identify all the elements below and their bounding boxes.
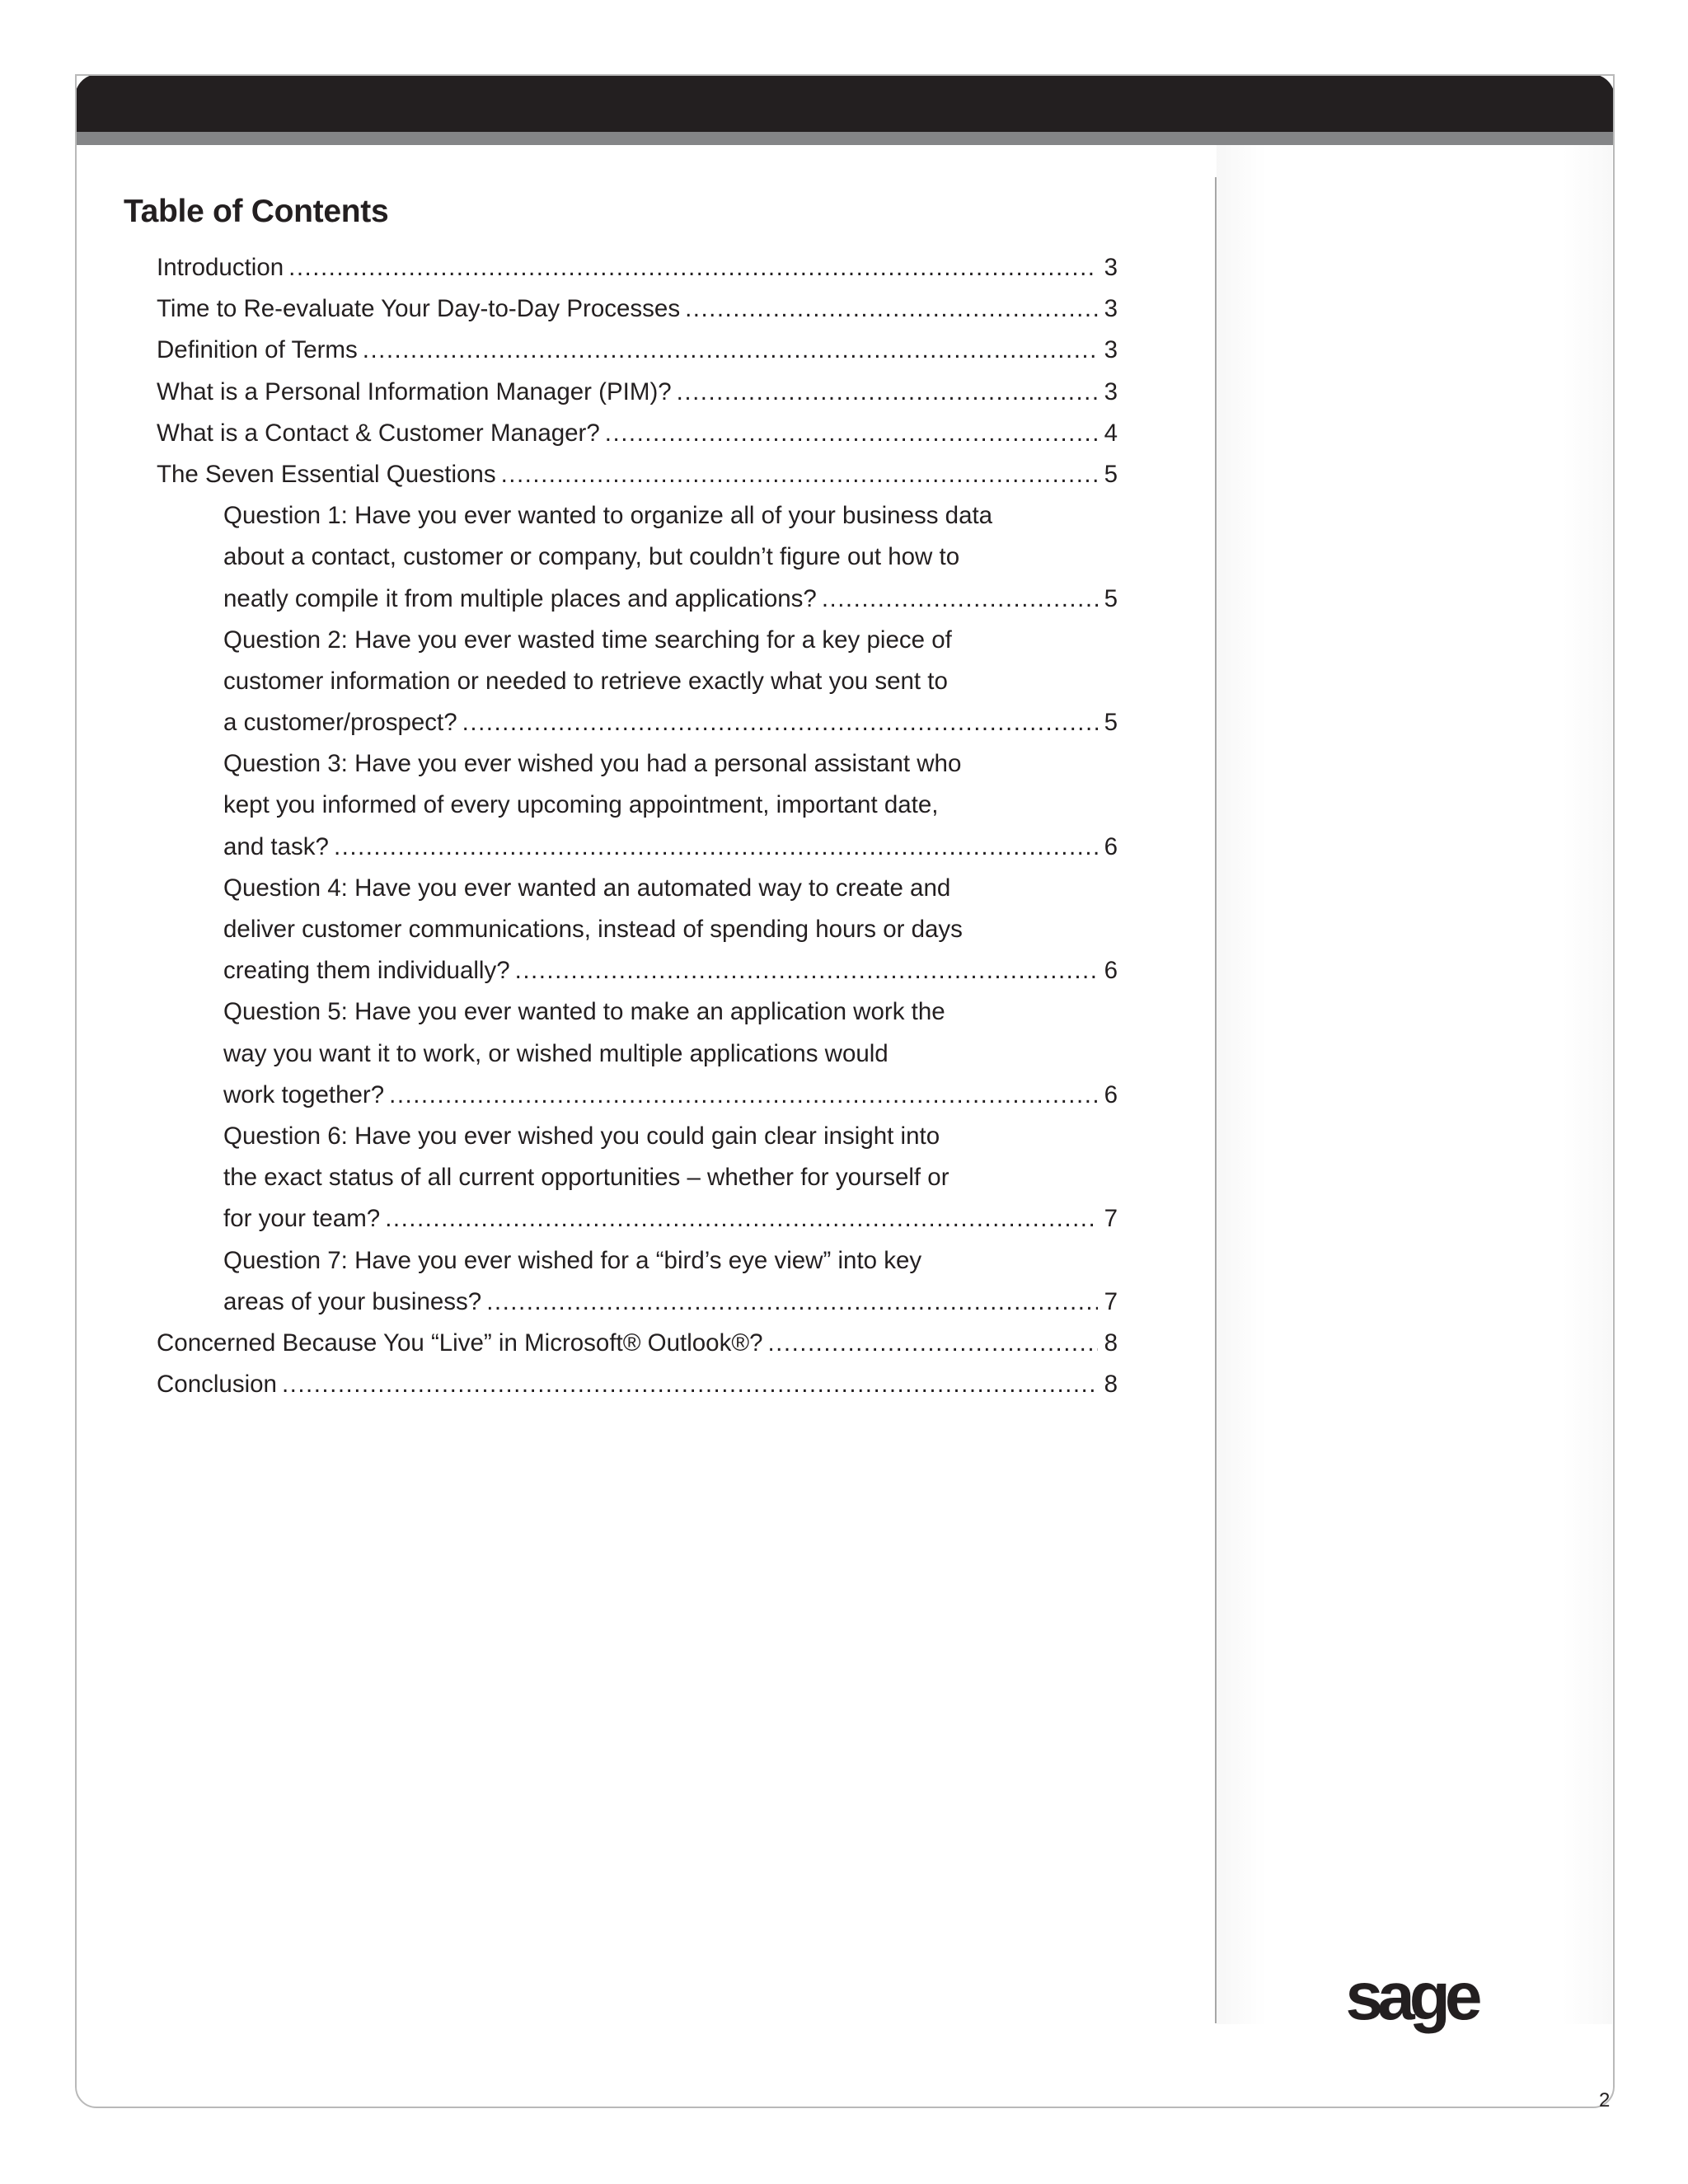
toc-entry-title: Question 5: Have you ever wanted to make an application work the <box>223 998 945 1026</box>
toc-page-number: 8 <box>1104 1329 1118 1357</box>
toc-entry[interactable] <box>157 1198 1118 1240</box>
toc-entry-continuation <box>157 620 1118 661</box>
toc-entry-continuation <box>157 537 1118 578</box>
toc-entry[interactable] <box>157 702 1118 743</box>
toc-dot-leader <box>685 288 1098 330</box>
toc-page-number: 5 <box>1104 584 1118 612</box>
toc-entry-continuation <box>157 909 1118 950</box>
toc-entry-title: deliver customer communications, instead of spending hours or days <box>223 916 963 943</box>
toc-entry-title: Time to Re-evaluate Your Day-to-Day Processes <box>157 295 681 323</box>
toc-dot-leader <box>501 454 1098 495</box>
toc-entry-continuation <box>157 495 1118 537</box>
toc-entry-title: work together? <box>223 1080 385 1108</box>
toc-dot-leader <box>288 247 1098 288</box>
toc-entry-continuation <box>157 1240 1118 1282</box>
toc-entry-title: Question 1: Have you ever wanted to organize all of your business data <box>223 502 993 530</box>
sage-logo <box>1329 1961 1493 2044</box>
sidebar-divider <box>1215 177 1217 2023</box>
toc-entry-continuation <box>157 991 1118 1033</box>
toc-entry-title: customer information or needed to retrieve exactly what you sent to <box>223 667 948 695</box>
sidebar-panel <box>1217 145 1612 2024</box>
toc-entry-title: the exact status of all current opportunities – whether for yourself or <box>223 1164 950 1192</box>
toc-list <box>157 247 1118 1405</box>
toc-entry-title: areas of your business? <box>223 1287 482 1315</box>
toc-entry-title: What is a Personal Information Manager (PIM)? <box>157 377 672 405</box>
toc-dot-leader <box>822 579 1098 620</box>
toc-entry-title: Conclusion <box>157 1371 277 1399</box>
toc-entry-continuation <box>157 743 1118 785</box>
toc-entry[interactable] <box>157 454 1118 495</box>
toc-entry[interactable] <box>157 1364 1118 1405</box>
toc-entry[interactable] <box>157 330 1118 371</box>
toc-dot-leader <box>486 1282 1098 1323</box>
toc-entry-title: Question 7: Have you ever wished for a “bird’s eye view” into key <box>223 1246 922 1274</box>
toc-entry-continuation <box>157 661 1118 702</box>
toc-entry-title: Question 4: Have you ever wanted an automated way to create and <box>223 874 951 902</box>
toc-entry-title: and task? <box>223 832 329 860</box>
toc-entry-continuation <box>157 868 1118 909</box>
toc-page-number: 6 <box>1104 832 1118 860</box>
toc-entry-title: for your team? <box>223 1205 381 1233</box>
toc-entry-title: Question 3: Have you ever wished you had a personal assistant who <box>223 750 962 778</box>
toc-entry-title: What is a Contact & Customer Manager? <box>157 419 600 447</box>
toc-page-number: 6 <box>1104 957 1118 985</box>
toc-entry[interactable] <box>157 247 1118 288</box>
toc-entry-continuation <box>157 1157 1118 1198</box>
toc-dot-leader <box>515 950 1098 991</box>
toc-page-number: 8 <box>1104 1371 1118 1399</box>
toc-dot-leader <box>389 1075 1098 1116</box>
toc-page-number: 5 <box>1104 460 1118 488</box>
toc-entry-title: The Seven Essential Questions <box>157 460 496 488</box>
svg-text:sage: sage <box>1345 1961 1477 2034</box>
toc-entry-title: kept you informed of every upcoming appointment, important date, <box>223 791 939 819</box>
toc-dot-leader <box>334 827 1098 868</box>
toc-entry-title: Concerned Because You “Live” in Microsoft® Outlook®? <box>157 1329 763 1357</box>
toc-dot-leader <box>677 372 1098 413</box>
toc-entry-title: neatly compile it from multiple places and applications? <box>223 584 817 612</box>
toc-page-number: 7 <box>1104 1205 1118 1233</box>
toc-entry[interactable] <box>157 288 1118 330</box>
toc-page-number: 3 <box>1104 254 1118 281</box>
toc-dot-leader <box>363 330 1098 371</box>
toc-entry[interactable] <box>157 413 1118 454</box>
toc-dot-leader <box>282 1364 1098 1405</box>
toc-entry[interactable] <box>157 950 1118 991</box>
toc-page-number: 4 <box>1104 419 1118 447</box>
toc-entry[interactable] <box>157 372 1118 413</box>
toc-entry-continuation <box>157 1033 1118 1075</box>
toc-entry-title: about a contact, customer or company, but couldn’t figure out how to <box>223 543 960 571</box>
toc-dot-leader <box>767 1323 1098 1364</box>
toc-page-number: 7 <box>1104 1287 1118 1315</box>
toc-page-number: 3 <box>1104 377 1118 405</box>
toc-entry-continuation <box>157 785 1118 826</box>
toc-dot-leader <box>605 413 1098 454</box>
toc-dot-leader <box>462 702 1098 743</box>
toc-entry-continuation <box>157 1116 1118 1157</box>
toc-entry-title: Question 2: Have you ever wasted time searching for a key piece of <box>223 626 952 654</box>
toc-entry[interactable] <box>157 579 1118 620</box>
toc-page-number: 6 <box>1104 1080 1118 1108</box>
toc-page-number: 3 <box>1104 336 1118 364</box>
toc-dot-leader <box>385 1198 1098 1240</box>
toc-entry[interactable] <box>157 1282 1118 1323</box>
toc-entry-title: a customer/prospect? <box>223 709 457 737</box>
toc-title: Table of Contents <box>124 194 389 229</box>
toc-entry-title: Introduction <box>157 254 284 281</box>
toc-entry[interactable] <box>157 1323 1118 1364</box>
toc-entry-title: Definition of Terms <box>157 336 358 364</box>
page-number: 2 <box>1599 2089 1611 2111</box>
toc-page-number: 5 <box>1104 709 1118 737</box>
toc-entry[interactable] <box>157 827 1118 868</box>
toc-entry[interactable] <box>157 1075 1118 1116</box>
toc-page-number: 3 <box>1104 295 1118 323</box>
toc-entry-title: Question 6: Have you ever wished you could gain clear insight into <box>223 1122 940 1150</box>
toc-entry-title: way you want it to work, or wished multiple applications would <box>223 1039 889 1067</box>
toc-entry-title: creating them individually? <box>223 957 510 985</box>
